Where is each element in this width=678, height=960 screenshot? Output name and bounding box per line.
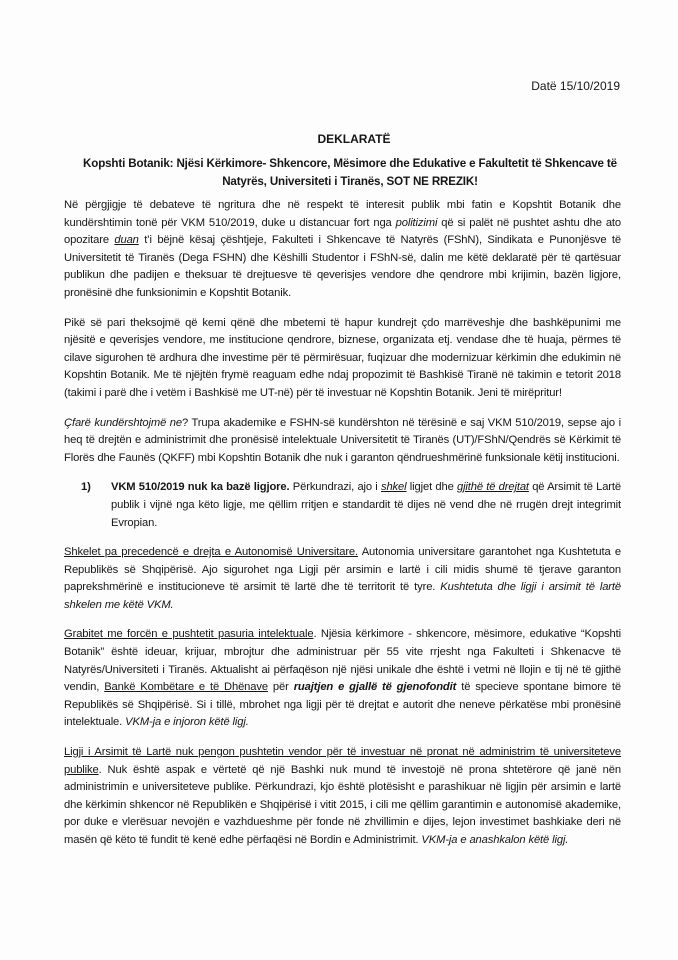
emphasized-text: Ligji i Arsimit të Lartë nuk pengon pushtetin vendor për të investuar në pronat në administrim të universiteteve publike bbox=[64, 746, 621, 776]
emphasized-text: VKM 510/2019 nuk ka bazë ligjore. bbox=[111, 481, 290, 494]
list-number: 1) bbox=[81, 481, 91, 494]
list-item-text bbox=[111, 479, 621, 532]
emphasized-text: politizimi bbox=[395, 216, 438, 229]
emphasized-text: Bankë Kombëtare e të Dhënave bbox=[104, 681, 268, 694]
emphasized-text: Çfarë kundërshtojmë ne bbox=[64, 416, 182, 429]
text-segment: që Arsimit të Lartë publik i vijnë nga këto ligje, me qëllim rritjen e standardit të dijes në vend dhe në rrugën drejt integrimit Evropian. bbox=[111, 481, 621, 529]
emphasized-text: Shkelet pa precedencë e drejta e Autonomisë Universitare. bbox=[64, 546, 359, 559]
text-segment: të specieve spontane bimore të Republikës së Shqipërisë. Si i tillë, mbrohet nga ligji për të drejtat e autorit dhe neneve përkatëse mbi pronësinë intelektuale. bbox=[64, 681, 621, 729]
numbered-list-item bbox=[81, 479, 621, 532]
emphasized-text: duan bbox=[114, 234, 139, 247]
document-subtitle: Kopshti Botanik: Njësi Kërkimore- Shkencore, Mësimore dhe Edukative e Fakultetit të Shkencave të Natyrës, Universiteti i Tiranës, SOT NE RREZIK! bbox=[83, 157, 617, 188]
paragraph bbox=[64, 197, 621, 303]
text-segment: t’i bëjnë kësaj çështjeje, Fakulteti i Shkencave të Natyrës (FShN), Sindikata e Punonjësve të Universitetit të Tiranës (Dega FSHN) dhe Këshilli Studentor i FShN-së, dalin me këtë deklaratë për të qartësuar publikun dhe padijen e theksuar të drejtuesve të qeverisjes vendore dhe qendrore mbi krijimin, bazën ligjore, pronësinë dhe funksionimin e Kopshtit Botanik. bbox=[64, 234, 621, 299]
text-segment: Në përgjigje të debateve të ngritura dhe në respekt të interesit publik mbi fatin e Kopshtit Botanik dhe kundërshtimin tonë për VKM 510/2019, duke u distancuar fort nga bbox=[64, 199, 621, 229]
text-segment: . Nuk është aspak e vërtetë që një Bashki nuk mund të investojë në prona shtetërore që janë nën administrimin e universiteteve publike. Përkundrazi, kjo është plotësisht e parashikuar në ligjin për arsimin e lartë dhe kërkimin shkencor në Republikën e Shqipërisë i vitit 2015, i cili me qëllim garantimin e autonomisë akademike, por duke e vlerësuar nevojën e vazhdueshme për fonde në zhvillimin e dijes, lejon investimet bashkiake deri në masën që këto të fundit të kenë edhe përfaqësi në Bordin e Administrimit. bbox=[64, 763, 621, 846]
document-body bbox=[64, 197, 621, 862]
paragraph bbox=[64, 315, 621, 403]
text-segment: për bbox=[267, 681, 294, 694]
text-segment: ? Trupa akademike e FSHN-së kundërshton në tërësinë e saj VKM 510/2019, sepse ajo i heq të drejtën e administrimit dhe pronësisë intelektuale Universitetit të Tiranës (UT)/FShN/Qendrës së Kërkimit të Florës dhe Faunës (QKFF) mbi Kopshtin Botanik dhe nuk i garanton qëndrueshmërinë funksionale këtij institucioni. bbox=[64, 416, 621, 464]
text-segment: Përkundrazi, ajo i bbox=[289, 481, 381, 494]
emphasized-text: Grabitet me forcën e pushtetit pasuria intelektuale bbox=[64, 628, 314, 641]
emphasized-text: gjithë të drejtat bbox=[456, 481, 529, 494]
document-date: Datë 15/10/2019 bbox=[531, 79, 620, 93]
paragraph bbox=[64, 744, 621, 850]
emphasized-text: Kushtetuta dhe ligji i arsimit të lartë shkelen me këtë VKM. bbox=[64, 581, 621, 611]
document-title: DEKLARATË bbox=[317, 132, 391, 146]
paragraph bbox=[64, 415, 621, 468]
text-segment: që si palët në pushtet ashtu dhe ato opozitare bbox=[64, 216, 622, 247]
emphasized-text: shkel bbox=[380, 481, 407, 494]
text-segment: . Njësia kërkimore - shkencore, mësimore, edukative “Kopshti Botanik” është ideuar, krijuar, mbrojtur dhe administruar për 55 vite rrjesht nga Fakulteti i Shkenacve të Natyrës/Universiteti i Tiranës. Aktualisht ai përfaqëson një njësi unikale dhe është i vetmi në llojin e tij në të gjithë vendin, bbox=[64, 628, 622, 694]
emphasized-text: ruajtjen e gjallë të gjenofondit bbox=[293, 681, 457, 694]
emphasized-text: VKM-ja e anashkalon këtë ligj. bbox=[421, 834, 569, 846]
paragraph bbox=[64, 544, 621, 614]
text-segment: Autonomia universitare garantohet nga Kushtetuta e Republikës së Shqipërisë. Ajo sigurohet nga Ligji për arsimin e lartë i cili midis shumë të tjerave garanton paprekshmërinë e institucioneve të arsimit të lartë dhe të territorit të tyre. bbox=[64, 546, 621, 594]
emphasized-text: VKM-ja e injoron këtë ligj. bbox=[125, 716, 249, 729]
text-segment: Pikë së pari theksojmë që kemi qënë dhe mbetemi të hapur kundrejt çdo marrëveshje dhe bashkëpunimi me njësitë e qeverisjes vendore, me institucione qendrore, biznese, organizata etj. vendase dhe të huaja, përmes të cilave sigurohen të ardhura dhe investime për të përmirësuar, fuqizuar dhe modernizuar kërkimin dhe edukimin në Kopshtin Botanik. Me të njëjtën frymë reaguam edhe ndaj propozimit të Bashkisë Tiranë në takimin e tetorit 2018 (takimi i parë dhe i vetëm i Bashkisë me UT-në) për të investuar në Kopshtin Botanik. Jeni të mirëpritur! bbox=[64, 316, 621, 399]
paragraph bbox=[64, 626, 621, 732]
text-segment: ligjet dhe bbox=[406, 481, 457, 494]
